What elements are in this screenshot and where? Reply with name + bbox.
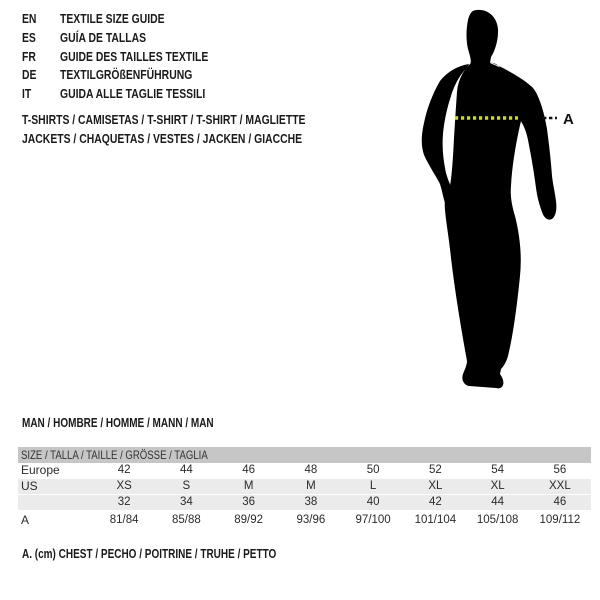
garment-categories — [22, 110, 376, 148]
language-title: GUIDA ALLE TAGLIE TESSILI — [60, 86, 206, 102]
size-value-cell: 46 — [242, 464, 256, 476]
size-value-cell: S — [182, 480, 191, 492]
size-value-cell: 40 — [366, 496, 380, 508]
language-title: TEXTILE SIZE GUIDE — [60, 11, 165, 26]
size-value-cell: 50 — [366, 464, 380, 476]
measurement-footnote — [22, 546, 340, 562]
language-row — [22, 29, 245, 48]
language-list — [22, 10, 245, 104]
language-code: EN — [22, 11, 37, 26]
language-code: ES — [22, 29, 36, 45]
category-tshirts: T-SHIRTS / CAMISETAS / T-SHIRT / T-SHIRT / MAGLIETTE — [22, 112, 306, 127]
size-table-rows — [18, 463, 591, 530]
size-value-cell: XS — [116, 480, 132, 492]
table-header — [18, 447, 591, 463]
size-value-cell: 46 — [553, 496, 567, 508]
size-value-cell: 32 — [117, 496, 131, 508]
size-value-cell: 48 — [304, 464, 318, 476]
size-value-cell: 97/100 — [355, 514, 391, 526]
size-value-cell: 34 — [179, 496, 193, 508]
section-title-man — [22, 415, 262, 431]
size-value-cell: 85/88 — [171, 514, 201, 526]
language-row — [22, 66, 245, 85]
size-value-cell: 38 — [304, 496, 318, 508]
language-title: TEXTILGRÖßENFÜHRUNG — [60, 67, 193, 83]
size-value-cell: XL — [490, 480, 505, 492]
language-code: FR — [22, 48, 36, 64]
row-label: Europe — [21, 463, 60, 477]
table-row — [18, 511, 591, 530]
language-code: DE — [22, 67, 37, 83]
size-value-cell: 105/108 — [476, 514, 519, 526]
man-silhouette-body — [445, 10, 541, 388]
size-value-cell: M — [306, 480, 316, 492]
size-value-cell: XL — [428, 480, 443, 492]
man-silhouette-svg — [408, 5, 580, 397]
size-value-cell: 101/104 — [414, 514, 457, 526]
row-label — [18, 495, 93, 510]
language-title: GUIDE DES TAILLES TEXTILE — [60, 48, 209, 64]
size-value-cell: L — [369, 480, 377, 492]
size-value-cell: 93/96 — [296, 514, 326, 526]
row-label: US — [21, 479, 38, 493]
row-label: A — [21, 513, 30, 527]
size-value-cell: 36 — [242, 496, 256, 508]
language-row — [22, 48, 245, 67]
measure-label-a: A — [563, 111, 574, 128]
size-value-cell: 42 — [428, 496, 442, 508]
size-value-cell: M — [243, 480, 254, 492]
category-jackets: JACKETS / CHAQUETAS / VESTES / JACKEN / GIACCHE — [22, 131, 303, 147]
language-title: GUÍA DE TALLAS — [60, 29, 147, 45]
footnote-text: A. (cm) CHEST / PECHO / POITRINE / TRUHE / PETTO — [22, 547, 277, 561]
section-title-text: MAN / HOMBRE / HOMME / MANN / MAN — [22, 416, 214, 430]
size-value-cell: 89/92 — [234, 514, 264, 526]
size-value-cell: 109/112 — [539, 514, 581, 526]
size-value-cell: 54 — [491, 464, 505, 476]
size-value-cell: XXL — [549, 480, 571, 492]
size-table — [18, 447, 591, 530]
table-row — [18, 463, 591, 479]
language-code: IT — [22, 86, 32, 102]
language-row — [22, 10, 245, 29]
size-value-cell: 44 — [179, 464, 193, 476]
table-row — [18, 479, 591, 495]
language-row — [22, 85, 245, 104]
size-value-cell: 56 — [553, 464, 567, 476]
size-value-cell: 44 — [491, 496, 505, 508]
size-value-cell: 42 — [117, 464, 131, 476]
measurement-figure — [408, 5, 580, 397]
size-value-cell: 81/84 — [109, 514, 139, 526]
size-value-cell: 52 — [428, 464, 442, 476]
table-row — [18, 495, 591, 511]
table-header-text: SIZE / TALLA / TAILLE / GRÖSSE / TAGLIA — [21, 448, 208, 462]
